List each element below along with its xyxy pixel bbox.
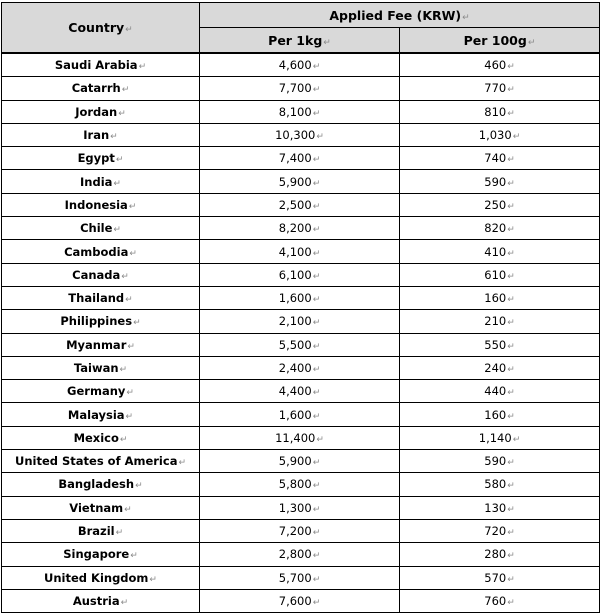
per-1kg-cell	[200, 123, 400, 146]
per-100g-cell-text: 770	[484, 81, 507, 96]
per-100g-cell-text: 810	[484, 104, 507, 119]
per-100g-cell-text: 240	[484, 361, 507, 375]
table-row	[2, 263, 600, 286]
per-1kg-cell	[200, 333, 400, 356]
paragraph-mark-icon: ↵	[115, 528, 124, 539]
country-cell	[2, 380, 200, 403]
per-1kg-cell-text: 6,100	[278, 267, 312, 282]
table-row	[2, 473, 600, 496]
country-header-text: Country	[68, 20, 125, 35]
per-1kg-cell	[200, 519, 400, 542]
paragraph-mark-icon: ↵	[507, 155, 515, 166]
per-1kg-cell	[200, 473, 400, 496]
country-cell-text: Catarrh	[71, 81, 121, 96]
country-cell-text: Thailand	[68, 291, 125, 306]
paragraph-mark-icon: ↵	[507, 528, 515, 539]
paragraph-mark-icon: ↵	[507, 178, 515, 189]
per-1kg-cell-text: 1,600	[278, 291, 312, 306]
applied-fee-header-text: Applied Fee (KRW)	[329, 7, 462, 23]
fee-table	[1, 2, 600, 613]
paragraph-mark-icon: ↵	[312, 62, 321, 73]
per-100g-cell-text: 590	[484, 454, 507, 469]
paragraph-mark-icon: ↵	[130, 551, 138, 562]
per-100g-cell-text: 1,140	[478, 430, 512, 445]
country-cell-text: Iran	[83, 128, 110, 143]
country-column-header	[2, 3, 200, 54]
country-cell-text: United States of America	[14, 454, 178, 469]
paragraph-mark-icon: ↵	[115, 155, 124, 166]
per-100g-cell	[400, 240, 600, 263]
paragraph-mark-icon: ↵	[133, 318, 141, 329]
table-row	[2, 450, 600, 473]
paragraph-mark-icon: ↵	[507, 108, 515, 119]
country-cell	[2, 217, 200, 240]
country-cell-text: Indonesia	[64, 197, 128, 212]
per-100g-cell	[400, 496, 600, 519]
paragraph-mark-icon: ↵	[126, 388, 134, 399]
country-cell	[2, 77, 200, 100]
per-1kg-cell	[200, 193, 400, 216]
paragraph-mark-icon: ↵	[125, 411, 134, 422]
per-1kg-cell-text: 7,200	[278, 524, 312, 539]
country-cell	[2, 403, 200, 426]
per-100g-cell	[400, 543, 600, 566]
paragraph-mark-icon: ↵	[316, 132, 324, 143]
paragraph-mark-icon: ↵	[507, 458, 515, 469]
table-row	[2, 380, 600, 403]
paragraph-mark-icon: ↵	[119, 365, 128, 375]
paragraph-mark-icon: ↵	[507, 295, 515, 306]
per-1kg-cell	[200, 356, 400, 379]
per-100g-cell-text: 580	[484, 477, 507, 492]
paragraph-mark-icon: ↵	[312, 178, 321, 189]
country-cell	[2, 450, 200, 473]
per-100g-cell-text: 610	[484, 267, 507, 282]
per-1kg-cell-text: 5,700	[278, 570, 312, 585]
per-100g-cell-text: 760	[484, 593, 507, 608]
per-1kg-cell	[200, 240, 400, 263]
paragraph-mark-icon: ↵	[527, 37, 536, 48]
country-cell-text: Taiwan	[73, 361, 119, 375]
table-row	[2, 123, 600, 146]
per-1kg-cell-text: 5,800	[278, 477, 312, 492]
per-1kg-cell	[200, 263, 400, 286]
paragraph-mark-icon: ↵	[312, 597, 321, 608]
paragraph-mark-icon: ↵	[507, 62, 515, 73]
country-cell	[2, 310, 200, 333]
header-row	[2, 3, 600, 28]
per-100g-cell-text: 570	[484, 570, 507, 585]
per-1kg-cell	[200, 426, 400, 449]
paragraph-mark-icon: ↵	[512, 132, 521, 143]
per-1kg-cell	[200, 403, 400, 426]
table-row	[2, 403, 600, 426]
per-1kg-cell	[200, 589, 400, 612]
per-1kg-cell-text: 7,700	[278, 81, 312, 96]
paragraph-mark-icon: ↵	[512, 434, 521, 445]
country-cell-text: Vietnam	[69, 500, 124, 515]
paragraph-mark-icon: ↵	[507, 201, 515, 212]
applied-fee-header	[200, 3, 600, 28]
country-cell	[2, 147, 200, 170]
per-1kg-cell	[200, 217, 400, 240]
paragraph-mark-icon: ↵	[312, 481, 321, 492]
country-cell	[2, 566, 200, 589]
per-100g-cell-text: 210	[484, 314, 507, 329]
paragraph-mark-icon: ↵	[507, 85, 515, 96]
per-100g-cell	[400, 170, 600, 193]
paragraph-mark-icon: ↵	[507, 574, 515, 585]
paragraph-mark-icon: ↵	[312, 504, 321, 515]
per-1kg-header-text: Per 1kg	[268, 32, 323, 48]
per-100g-header	[400, 28, 600, 54]
paragraph-mark-icon: ↵	[312, 108, 321, 119]
country-cell-text: Mexico	[73, 430, 119, 445]
paragraph-mark-icon: ↵	[312, 295, 321, 306]
paragraph-mark-icon: ↵	[507, 411, 515, 422]
per-100g-cell-text: 1,030	[478, 128, 512, 143]
per-1kg-cell-text: 4,600	[278, 58, 312, 73]
per-1kg-cell	[200, 566, 400, 589]
per-100g-cell-text: 740	[484, 151, 507, 166]
per-1kg-cell	[200, 170, 400, 193]
country-cell	[2, 356, 200, 379]
per-100g-cell-text: 280	[484, 547, 507, 562]
table-row	[2, 496, 600, 519]
per-100g-cell	[400, 310, 600, 333]
per-100g-header-text: Per 100g	[463, 32, 527, 48]
country-cell	[2, 263, 200, 286]
country-cell-text: India	[80, 174, 113, 189]
country-cell	[2, 543, 200, 566]
paragraph-mark-icon: ↵	[125, 25, 133, 35]
paragraph-mark-icon: ↵	[149, 574, 157, 585]
paragraph-mark-icon: ↵	[135, 481, 143, 492]
table-body	[2, 53, 600, 613]
country-cell-text: Malaysia	[67, 407, 125, 422]
per-1kg-cell-text: 5,500	[278, 337, 312, 352]
paragraph-mark-icon: ↵	[312, 248, 321, 259]
paragraph-mark-icon: ↵	[127, 341, 135, 352]
country-cell-text: United Kingdom	[44, 570, 149, 585]
country-cell	[2, 426, 200, 449]
per-100g-cell	[400, 380, 600, 403]
per-1kg-cell-text: 2,800	[278, 547, 312, 562]
paragraph-mark-icon: ↵	[312, 388, 321, 399]
per-100g-cell	[400, 333, 600, 356]
per-1kg-cell-text: 7,600	[278, 593, 312, 608]
paragraph-mark-icon: ↵	[128, 201, 137, 212]
paragraph-mark-icon: ↵	[312, 458, 321, 469]
table-row	[2, 333, 600, 356]
table-header	[2, 3, 600, 54]
paragraph-mark-icon: ↵	[120, 597, 129, 608]
per-100g-cell	[400, 217, 600, 240]
per-100g-cell	[400, 519, 600, 542]
table-row	[2, 566, 600, 589]
per-1kg-cell-text: 5,900	[278, 174, 312, 189]
table-row	[2, 77, 600, 100]
table-row	[2, 170, 600, 193]
per-100g-cell	[400, 286, 600, 309]
paragraph-mark-icon: ↵	[125, 295, 133, 306]
per-1kg-cell	[200, 496, 400, 519]
per-1kg-cell	[200, 147, 400, 170]
per-100g-cell-text: 460	[484, 58, 507, 73]
per-100g-cell	[400, 193, 600, 216]
table-row	[2, 240, 600, 263]
per-1kg-cell	[200, 310, 400, 333]
paragraph-mark-icon: ↵	[323, 37, 331, 48]
paragraph-mark-icon: ↵	[507, 341, 515, 352]
per-100g-cell	[400, 356, 600, 379]
table-row	[2, 286, 600, 309]
per-100g-cell	[400, 100, 600, 123]
paragraph-mark-icon: ↵	[312, 551, 321, 562]
paragraph-mark-icon: ↵	[118, 108, 126, 119]
paragraph-mark-icon: ↵	[507, 551, 515, 562]
table-row	[2, 193, 600, 216]
per-100g-cell-text: 550	[484, 337, 507, 352]
per-100g-cell	[400, 77, 600, 100]
paragraph-mark-icon: ↵	[312, 85, 321, 96]
per-100g-cell-text: 440	[484, 384, 507, 399]
paragraph-mark-icon: ↵	[312, 201, 321, 212]
per-1kg-cell-text: 4,100	[278, 244, 312, 259]
table-row	[2, 53, 600, 77]
paragraph-mark-icon: ↵	[507, 225, 515, 236]
per-1kg-cell	[200, 380, 400, 403]
paragraph-mark-icon: ↵	[121, 85, 130, 96]
country-cell-text: Cambodia	[64, 244, 129, 259]
paragraph-mark-icon: ↵	[312, 225, 321, 236]
per-100g-cell-text: 820	[484, 221, 507, 236]
per-100g-cell-text: 160	[484, 291, 507, 306]
per-1kg-cell-text: 7,400	[278, 151, 312, 166]
country-cell	[2, 473, 200, 496]
paragraph-mark-icon: ↵	[312, 155, 321, 166]
per-100g-cell-text: 160	[484, 407, 507, 422]
paragraph-mark-icon: ↵	[507, 365, 515, 375]
paragraph-mark-icon: ↵	[113, 178, 121, 189]
per-1kg-cell-text: 5,900	[278, 454, 312, 469]
table-row	[2, 100, 600, 123]
paragraph-mark-icon: ↵	[124, 504, 132, 515]
country-cell-text: Canada	[72, 267, 121, 282]
country-cell	[2, 333, 200, 356]
paragraph-mark-icon: ↵	[316, 434, 324, 445]
per-100g-cell	[400, 473, 600, 496]
paragraph-mark-icon: ↵	[312, 411, 321, 422]
paragraph-mark-icon: ↵	[507, 248, 515, 259]
country-cell-text: Egypt	[77, 151, 115, 166]
per-1kg-cell-text: 4,400	[278, 384, 312, 399]
per-100g-cell	[400, 123, 600, 146]
per-1kg-cell	[200, 77, 400, 100]
paragraph-mark-icon: ↵	[462, 12, 470, 23]
country-cell-text: Bangladesh	[58, 477, 135, 492]
per-100g-cell-text: 410	[484, 244, 507, 259]
country-cell-text: Germany	[67, 384, 126, 399]
per-100g-cell	[400, 450, 600, 473]
paragraph-mark-icon: ↵	[178, 458, 186, 469]
paragraph-mark-icon: ↵	[119, 434, 128, 445]
per-100g-cell	[400, 147, 600, 170]
country-cell-text: Austria	[72, 593, 120, 608]
paragraph-mark-icon: ↵	[312, 341, 321, 352]
country-cell-text: Myanmar	[66, 337, 127, 352]
per-1kg-header	[200, 28, 400, 54]
table-row	[2, 426, 600, 449]
paragraph-mark-icon: ↵	[507, 481, 515, 492]
paragraph-mark-icon: ↵	[507, 388, 515, 399]
per-1kg-cell-text: 1,300	[278, 500, 312, 515]
paragraph-mark-icon: ↵	[507, 597, 515, 608]
country-cell-text: Saudi Arabia	[54, 58, 138, 73]
country-cell	[2, 589, 200, 612]
per-1kg-cell	[200, 543, 400, 566]
paragraph-mark-icon: ↵	[110, 132, 118, 143]
country-cell	[2, 286, 200, 309]
country-cell	[2, 193, 200, 216]
per-100g-cell	[400, 53, 600, 77]
per-1kg-cell-text: 10,300	[275, 128, 316, 143]
paragraph-mark-icon: ↵	[312, 574, 321, 585]
per-100g-cell	[400, 263, 600, 286]
per-1kg-cell-text: 8,200	[278, 221, 312, 236]
table-row	[2, 356, 600, 379]
per-1kg-cell-text: 1,600	[278, 407, 312, 422]
per-1kg-cell-text: 2,100	[278, 314, 312, 329]
table-row	[2, 310, 600, 333]
per-100g-cell	[400, 426, 600, 449]
country-cell-text: Singapore	[63, 547, 130, 562]
country-cell	[2, 170, 200, 193]
per-1kg-cell	[200, 100, 400, 123]
per-1kg-cell-text: 8,100	[278, 104, 312, 119]
country-cell-text: Brazil	[77, 524, 115, 539]
paragraph-mark-icon: ↵	[312, 528, 321, 539]
country-cell	[2, 100, 200, 123]
paragraph-mark-icon: ↵	[312, 365, 321, 375]
country-cell-text: Philippines	[60, 314, 133, 329]
per-100g-cell	[400, 403, 600, 426]
table-row	[2, 217, 600, 240]
paragraph-mark-icon: ↵	[113, 225, 121, 236]
country-cell	[2, 53, 200, 77]
country-cell	[2, 123, 200, 146]
country-cell	[2, 240, 200, 263]
per-1kg-cell	[200, 286, 400, 309]
per-100g-cell-text: 250	[484, 197, 507, 212]
country-cell	[2, 519, 200, 542]
per-1kg-cell	[200, 53, 400, 77]
per-100g-cell	[400, 566, 600, 589]
per-100g-cell-text: 720	[484, 524, 507, 539]
country-cell-text: Jordan	[75, 104, 118, 119]
paragraph-mark-icon: ↵	[129, 248, 137, 259]
per-100g-cell-text: 590	[484, 174, 507, 189]
paragraph-mark-icon: ↵	[312, 271, 321, 282]
per-1kg-cell-text: 2,400	[278, 361, 312, 375]
per-100g-cell-text: 130	[484, 500, 507, 515]
country-cell	[2, 496, 200, 519]
per-1kg-cell-text: 11,400	[275, 430, 316, 445]
paragraph-mark-icon: ↵	[507, 271, 515, 282]
paragraph-mark-icon: ↵	[507, 504, 515, 515]
paragraph-mark-icon: ↵	[507, 318, 515, 329]
table-row	[2, 589, 600, 612]
table-row	[2, 543, 600, 566]
per-1kg-cell-text: 2,500	[278, 197, 312, 212]
per-100g-cell	[400, 589, 600, 612]
paragraph-mark-icon: ↵	[121, 271, 129, 282]
country-cell-text: Chile	[80, 221, 113, 236]
paragraph-mark-icon: ↵	[138, 62, 147, 73]
paragraph-mark-icon: ↵	[312, 318, 321, 329]
table-row	[2, 147, 600, 170]
per-1kg-cell	[200, 450, 400, 473]
table-row	[2, 519, 600, 542]
